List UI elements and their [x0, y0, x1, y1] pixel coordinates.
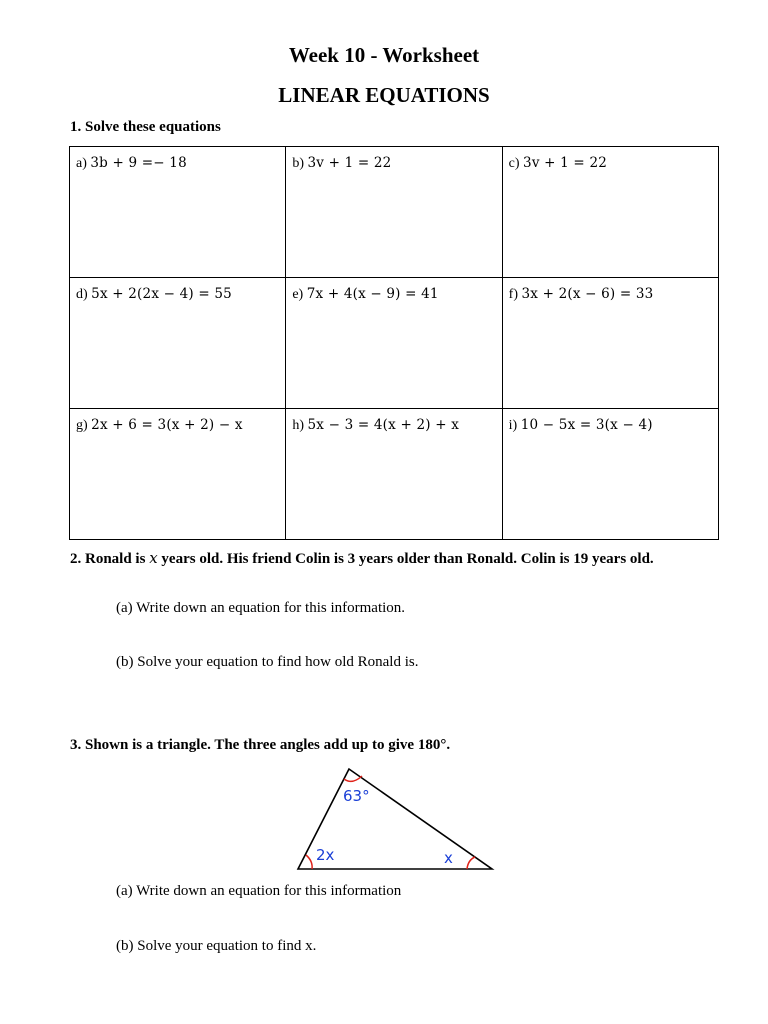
- question-2-text-start: 2. Ronald is: [70, 551, 150, 567]
- equation-label: i): [508, 418, 518, 433]
- equation-label: g): [76, 418, 88, 433]
- question-1-heading: 1. Solve these equations: [70, 119, 221, 135]
- equation-label: b): [292, 156, 304, 171]
- question-2-text-end: years old. His friend Colin is 3 years older than Ronald. Colin is 19 years old.: [157, 551, 654, 567]
- angle-arc-left: [306, 855, 312, 869]
- angle-arc-right: [467, 857, 475, 869]
- equation-text: 5x − 3 = 4(x + 2) + x: [307, 417, 460, 433]
- equation-text: 3v + 1 = 22: [523, 155, 608, 171]
- question-3-part-b: (b) Solve your equation to find x.: [116, 938, 317, 954]
- equation-text: 3x + 2(x − 6) = 33: [521, 286, 654, 302]
- equation-text: 2x + 6 = 3(x + 2) − x: [91, 417, 243, 433]
- question-3-heading: 3. Shown is a triangle. The three angles add up to give 180°.: [70, 737, 451, 753]
- page-subtitle: LINEAR EQUATIONS: [278, 83, 490, 107]
- question-2-part-a: (a) Write down an equation for this information.: [116, 600, 406, 616]
- angle-label-left: 2x: [316, 846, 335, 864]
- equation-text: 10 − 5x = 3(x − 4): [520, 417, 653, 433]
- equation-label: e): [292, 287, 304, 302]
- page-title: Week 10 - Worksheet: [288, 43, 480, 67]
- equation-label: a): [76, 156, 87, 171]
- equation-text: 3b + 9 =− 18: [90, 155, 187, 171]
- equation-text: 3v + 1 = 22: [307, 155, 392, 171]
- angle-label-right: x: [444, 849, 453, 867]
- equation-text: 5x + 2(2x − 4) = 55: [91, 286, 232, 302]
- angle-label-top: 63°: [343, 787, 370, 805]
- equation-label: f): [508, 287, 518, 302]
- variable-x: x: [149, 549, 158, 567]
- question-3-part-a: (a) Write down an equation for this information: [116, 883, 402, 899]
- equation-label: c): [508, 156, 520, 171]
- equation-label: d): [76, 287, 88, 302]
- equation-label: h): [292, 418, 304, 433]
- equation-text: 7x + 4(x − 9) = 41: [306, 286, 439, 302]
- question-2-part-b: (b) Solve your equation to find how old Ronald is.: [116, 654, 419, 670]
